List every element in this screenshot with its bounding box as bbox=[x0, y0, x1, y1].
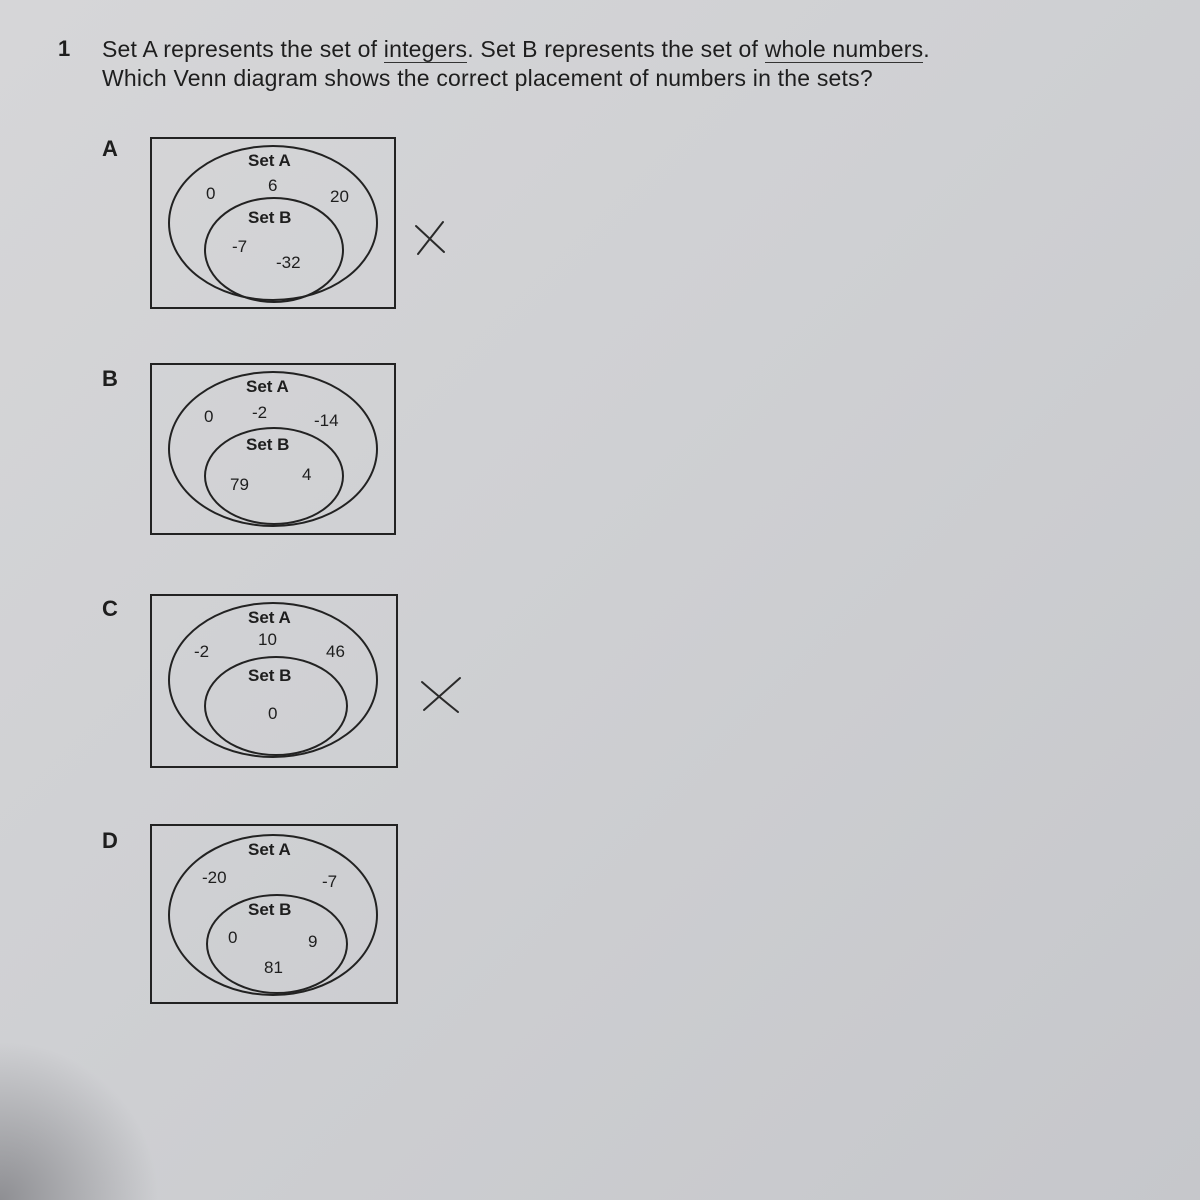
venn-number: -7 bbox=[322, 872, 338, 891]
venn-number: -14 bbox=[314, 411, 339, 430]
venn-number: 79 bbox=[230, 475, 249, 494]
venn-number: 4 bbox=[302, 465, 312, 484]
set-b-label: Set B bbox=[248, 666, 292, 685]
question-line-2: Which Venn diagram shows the correct placement of numbers in the sets? bbox=[102, 65, 873, 91]
venn-diagram-c bbox=[150, 594, 398, 768]
question-text-1c: . bbox=[923, 36, 930, 62]
venn-number: 10 bbox=[258, 630, 277, 649]
term-integers: integers bbox=[383, 36, 468, 62]
set-b-label: Set B bbox=[248, 900, 292, 919]
term-whole-numbers: whole numbers bbox=[764, 36, 924, 62]
cross-mark-icon bbox=[418, 674, 464, 718]
venn-number: -7 bbox=[232, 237, 248, 256]
venn-number: 46 bbox=[326, 642, 345, 661]
venn-number: 0 bbox=[206, 184, 216, 203]
set-b-label: Set B bbox=[248, 208, 292, 227]
venn-diagram-d bbox=[150, 824, 398, 1004]
question-number: 1 bbox=[58, 36, 71, 61]
set-a-label: Set A bbox=[248, 151, 291, 170]
venn-diagram-a bbox=[150, 137, 396, 309]
option-letter-b[interactable]: B bbox=[102, 366, 118, 391]
venn-number: -20 bbox=[202, 868, 227, 887]
set-a-label: Set A bbox=[248, 840, 291, 859]
venn-number: 9 bbox=[308, 932, 318, 951]
set-a-label: Set A bbox=[246, 377, 289, 396]
option-letter-c[interactable]: C bbox=[102, 596, 118, 621]
venn-number: -2 bbox=[252, 403, 268, 422]
option-letter-d[interactable]: D bbox=[102, 828, 118, 853]
venn-number: 81 bbox=[264, 958, 283, 977]
venn-number: 0 bbox=[268, 704, 278, 723]
option-letter-a[interactable]: A bbox=[102, 136, 118, 161]
set-b-label: Set B bbox=[246, 435, 290, 454]
venn-number: -2 bbox=[194, 642, 210, 661]
venn-number: 0 bbox=[228, 928, 238, 947]
venn-number: 6 bbox=[268, 176, 278, 195]
venn-number: 0 bbox=[204, 407, 214, 426]
question-line-1 bbox=[102, 36, 930, 63]
corner-shadow bbox=[0, 1040, 160, 1200]
venn-diagram-b bbox=[150, 363, 396, 535]
set-a-label: Set A bbox=[248, 608, 291, 627]
venn-number: -32 bbox=[276, 253, 301, 272]
question-text-1a: Set A represents the set of bbox=[102, 36, 384, 62]
question-text-1b: . Set B represents the set of bbox=[467, 36, 765, 62]
cross-mark-icon bbox=[410, 218, 450, 258]
venn-number: 20 bbox=[330, 187, 349, 206]
